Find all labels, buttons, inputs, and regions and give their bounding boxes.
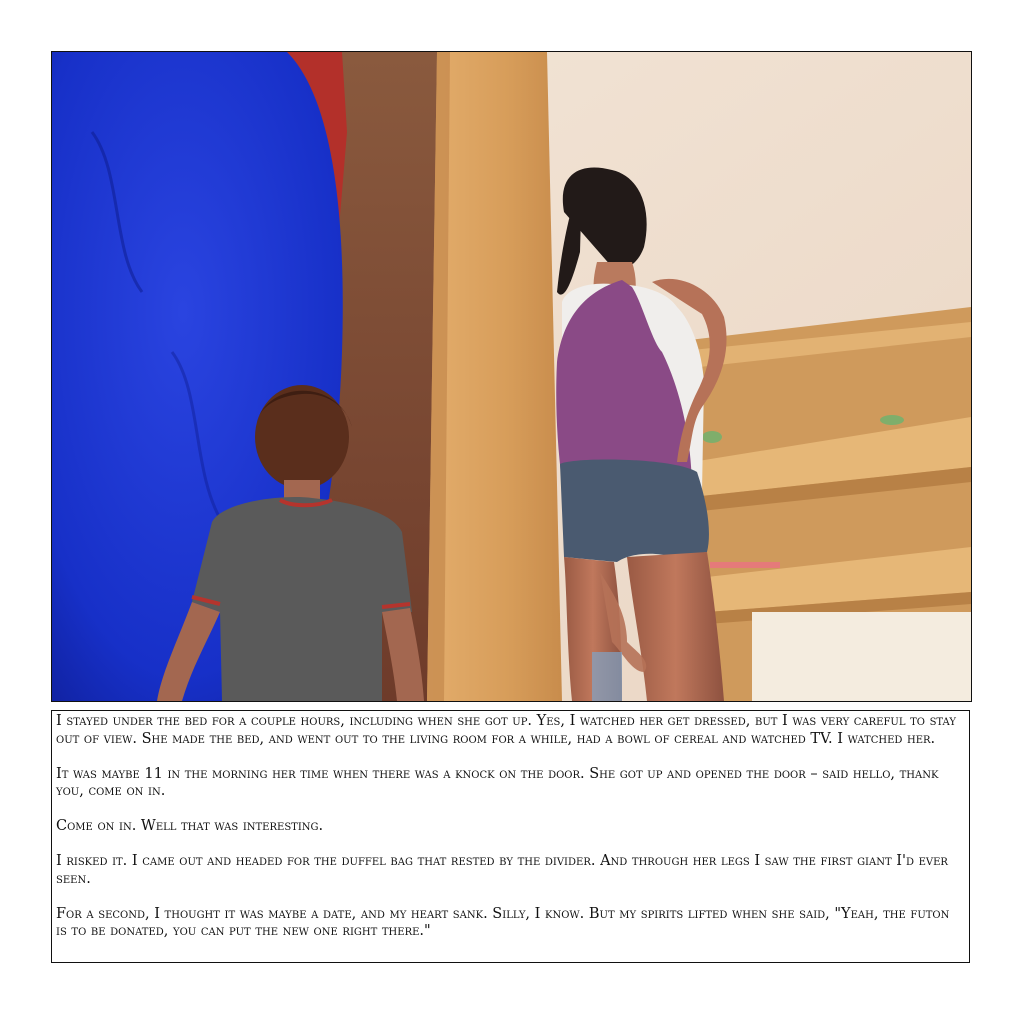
narration-caption-box (51, 710, 970, 963)
caption-paragraph: I stayed under the bed for a couple hours, including when she got up. Yes, I watched her get dressed, but I was very careful to stay out of view. She made the bed, and went out to the living room for a while, had a bowl of cereal and watched TV. I watched her. (56, 713, 956, 747)
caption-paragraph: It was maybe 11 in the morning her time when there was a knock on the door. She got up and opened the door – said hello, thank you, come on in. (56, 765, 939, 799)
scene-illustration (52, 52, 971, 701)
caption-paragraph: For a second, I thought it was maybe a date, and my heart sank. Silly, I know. But my spirits lifted when she said, "Yeah, the futon is to be donated, you can put the new one right there." (56, 905, 950, 939)
comic-panel-illustration (51, 51, 972, 702)
caption-paragraph: Come on in. Well that was interesting. (56, 818, 324, 834)
caption-paragraph: I risked it. I came out and headed for the duffel bag that rested by the divider. And through her legs I saw the first giant I'd ever seen. (56, 853, 948, 887)
